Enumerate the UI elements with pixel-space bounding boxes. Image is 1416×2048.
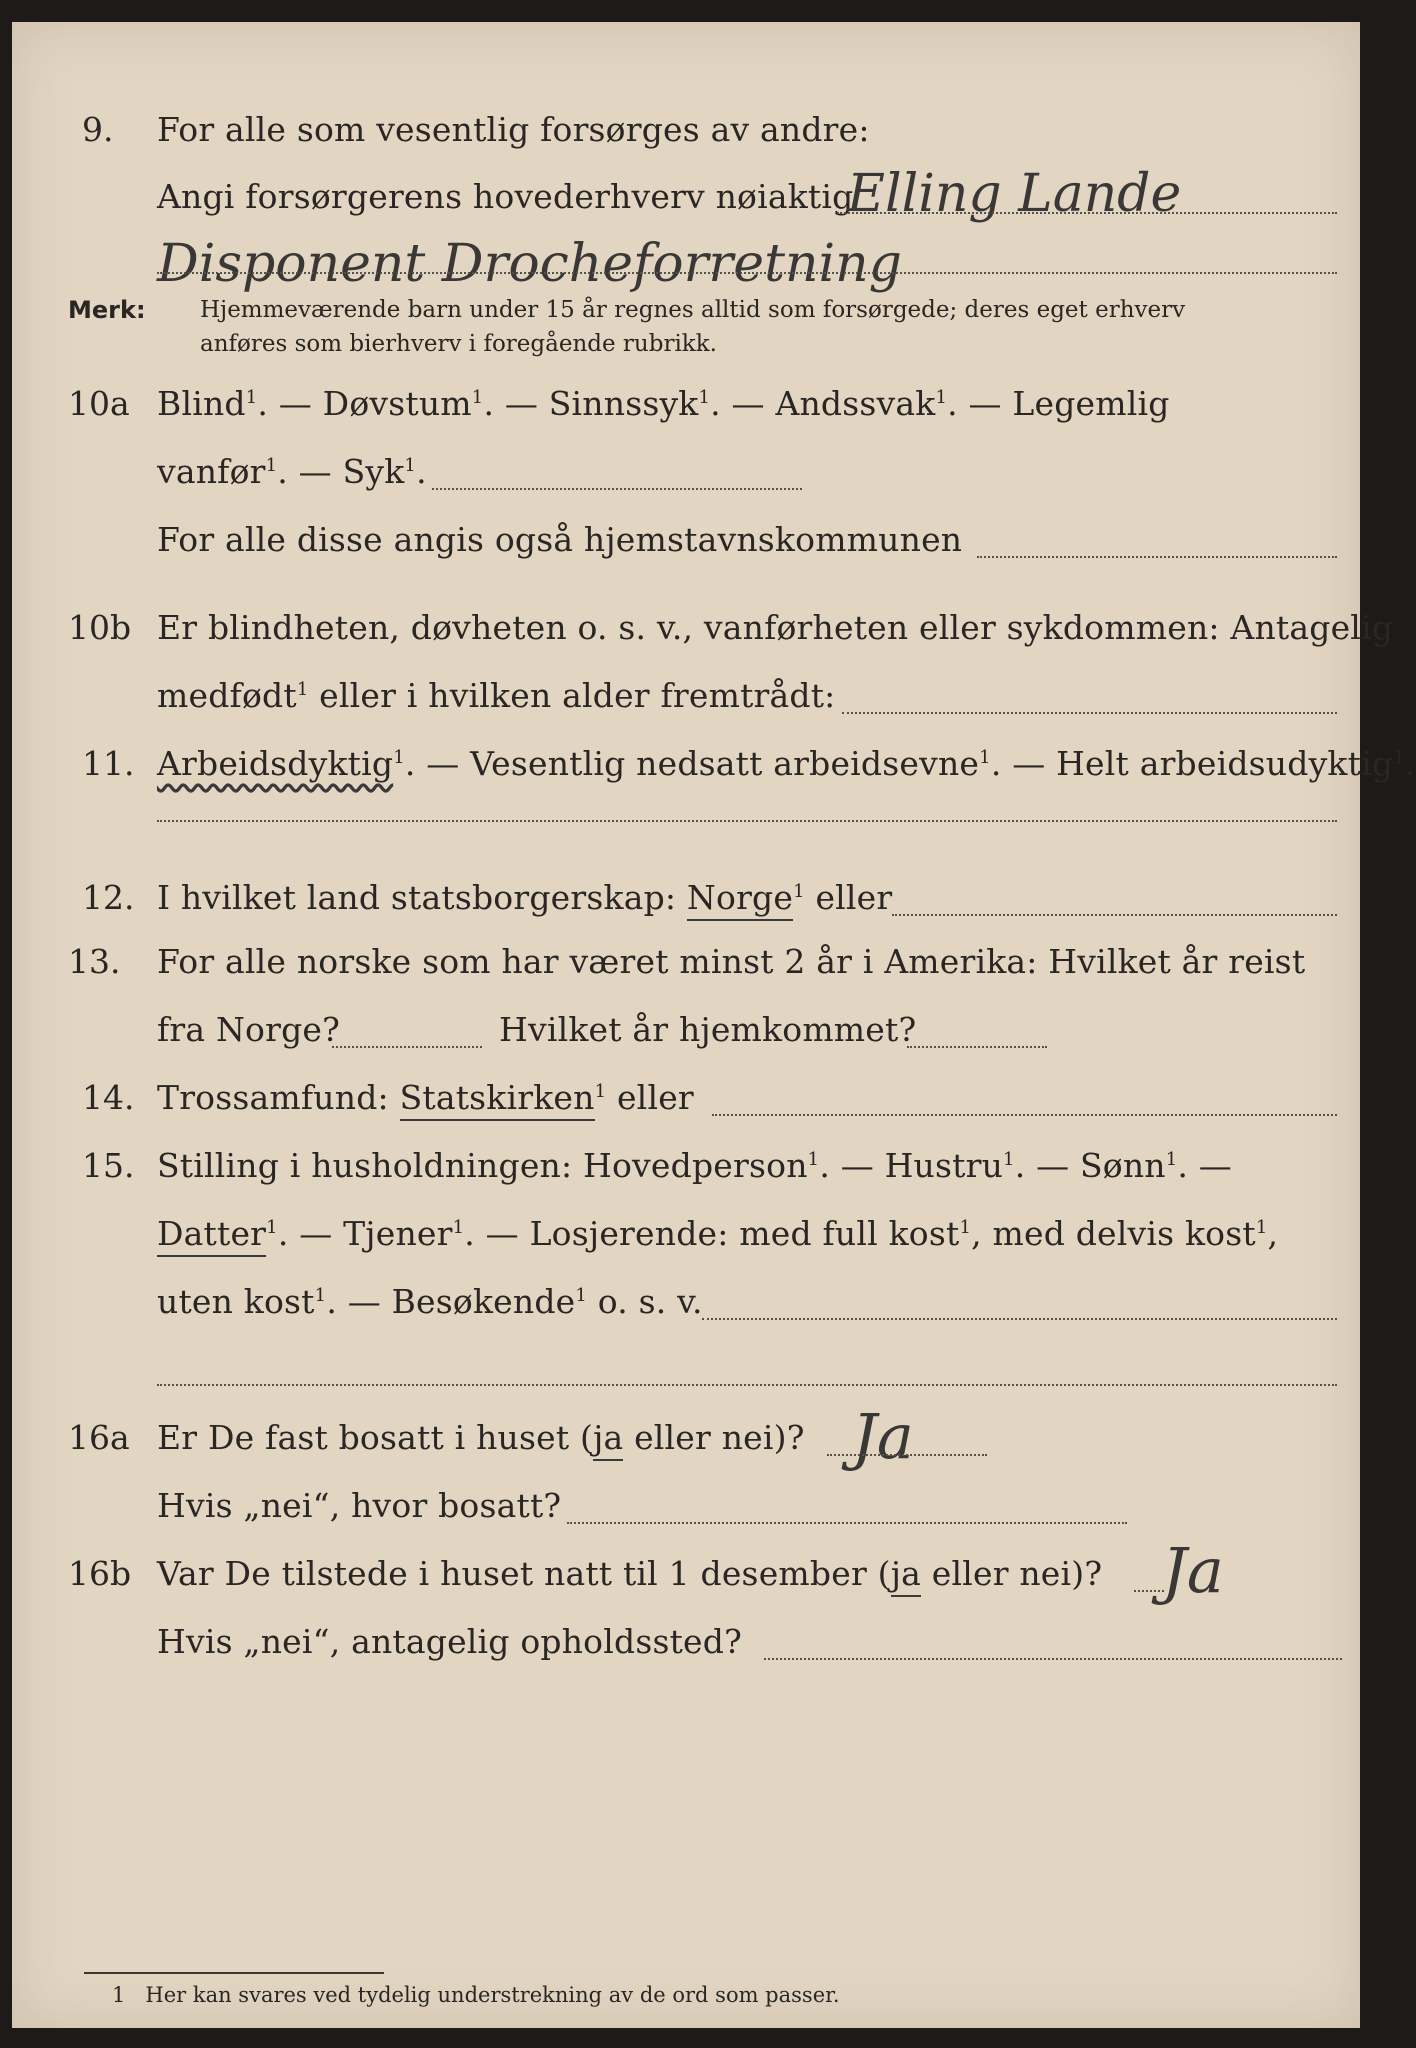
q15-line1: Stilling i husholdningen: Hovedperson$^1$. — Hustru$^1$. — Sønn$^1$. — <box>157 1146 1233 1185</box>
census-form-page <box>12 22 1416 2028</box>
q9-answer-line-2 <box>157 272 1337 274</box>
q10b-line2: medfødt$^1$ eller i hvilken alder fremtrådt: <box>157 676 836 715</box>
q16a-line2: Hvis „nei“, hvor bosatt? <box>157 1486 562 1525</box>
q15-answer-line-1 <box>702 1318 1337 1320</box>
q16a-number: 16a <box>68 1418 130 1457</box>
q9-handwritten-occupation: Disponent Drocheforretning <box>157 234 902 294</box>
q14-line1: Trossamfund: Statskirken$^1$ eller <box>157 1078 694 1118</box>
q14-answer-line <box>712 1114 1337 1116</box>
q13-number: 13. <box>68 942 121 981</box>
q12-number: 12. <box>82 878 135 917</box>
q16a-underlined-selection: ja <box>593 1418 623 1461</box>
q15-underlined-selection: Datter <box>157 1214 266 1257</box>
q16b-opholdssted-answer-line <box>764 1658 1342 1660</box>
merk-line1: Hjemmeværende barn under 15 år regnes alltid som forsørgede; deres eget erhverv <box>200 297 1186 323</box>
q15-line2: Datter$^1$. — Tjener$^1$. — Losjerende: med full kost$^1$, med delvis kost$^1$, <box>157 1214 1278 1254</box>
q15-line3: uten kost$^1$. — Besøkende$^1$ o. s. v. <box>157 1282 703 1321</box>
footnote-rule <box>84 1972 384 1974</box>
q9-answer-line-1 <box>837 212 1337 214</box>
q13-line2b: Hvilket år hjemkommet? <box>499 1010 917 1049</box>
q10a-number: 10a <box>68 384 130 423</box>
q10b-answer-line <box>842 712 1337 714</box>
merk-label: Merk: <box>68 296 146 324</box>
q10b-line1: Er blindheten, døvheten o. s. v., vanførheten eller sykdommen: Antagelig <box>157 608 1394 647</box>
q10a-line1: Blind$^1$. — Døvstum$^1$. — Sinnssyk$^1$. — Andssvak$^1$. — Legemlig <box>157 384 1170 423</box>
q13-line1: For alle norske som har været minst 2 år i Amerika: Hvilket år reist <box>157 942 1306 981</box>
q16a-line1: Er De fast bosatt i huset (ja eller nei)? <box>157 1418 805 1458</box>
q16a-answer-line <box>827 1454 987 1456</box>
q12-answer-line <box>892 914 1337 916</box>
q9-line1: For alle som vesentlig forsørges av andre: <box>157 110 870 149</box>
q9-line2: Angi forsørgerens hovederhverv nøiaktig <box>157 177 854 216</box>
footnote: 1 Her kan svares ved tydelig understrekning av de ord som passer. <box>112 1983 840 2007</box>
q16a-bosatt-answer-line <box>567 1522 1127 1524</box>
q10a-line2: vanfør$^1$. — Syk$^1$. <box>157 452 427 491</box>
merk-line2: anføres som bierhverv i foregående rubrikk. <box>200 331 717 357</box>
q13-hjemkommet-answer-line <box>907 1046 1047 1048</box>
q10a-hjemstavn-answer-line <box>977 556 1337 558</box>
q10a-line3: For alle disse angis også hjemstavnskommunen <box>157 520 963 559</box>
q16b-line2: Hvis „nei“, antagelig opholdssted? <box>157 1622 742 1661</box>
q14-number: 14. <box>82 1078 135 1117</box>
q11-line1: Arbeidsdyktig$^1$. — Vesentlig nedsatt arbeidsevne$^1$. — Helt arbeidsudyktig$^1$. <box>157 744 1416 783</box>
q16b-underlined-selection: ja <box>891 1554 921 1597</box>
q13-line2a: fra Norge? <box>157 1010 341 1049</box>
q16a-handwritten-answer: Ja <box>852 1400 914 1473</box>
q10a-syk-answer-line <box>432 488 802 490</box>
q16b-answer-line <box>1134 1590 1164 1592</box>
q16b-handwritten-answer: Ja <box>1162 1534 1224 1607</box>
q10b-number: 10b <box>68 608 132 647</box>
q15-answer-line-2 <box>157 1384 1337 1386</box>
q16b-number: 16b <box>68 1554 132 1593</box>
q14-underlined-selection: Statskirken <box>400 1078 595 1121</box>
q15-number: 15. <box>82 1146 135 1185</box>
q12-line1: I hvilket land statsborgerskap: Norge$^1$ eller <box>157 878 892 918</box>
q11-underlined-selection: Arbeidsdyktig <box>157 744 394 783</box>
q13-reist-answer-line <box>332 1046 482 1048</box>
q9-handwritten-name: Elling Lande <box>847 164 1182 224</box>
q11-answer-line <box>157 820 1337 822</box>
q16b-line1: Var De tilstede i huset natt til 1 desember (ja eller nei)? <box>157 1554 1102 1594</box>
q11-number: 11. <box>82 744 135 783</box>
q12-underlined-selection: Norge <box>687 878 793 921</box>
q9-number: 9. <box>82 110 114 149</box>
